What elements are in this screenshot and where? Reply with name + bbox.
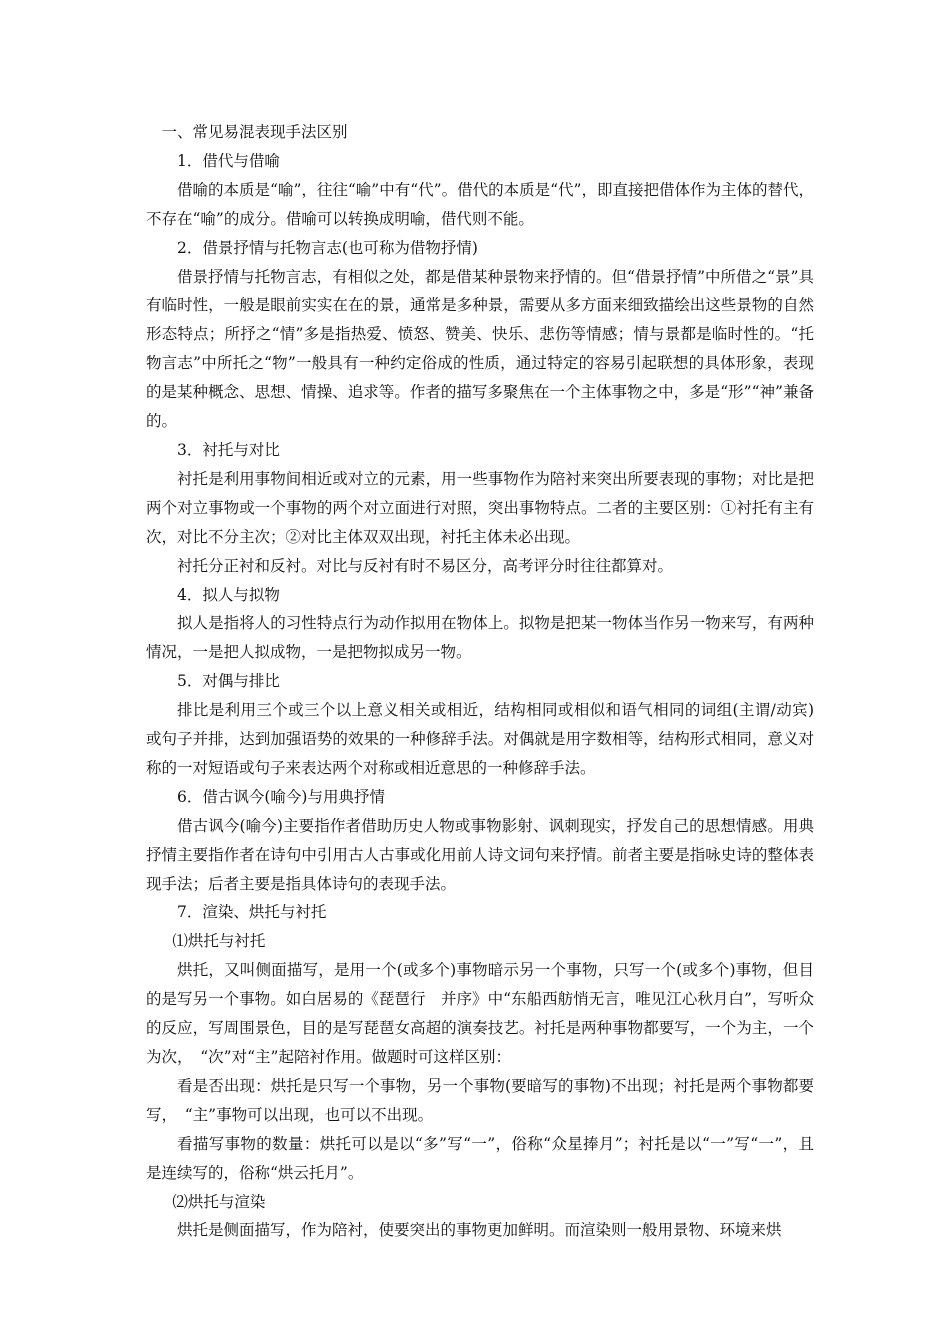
paragraph: 衬托是利用事物间相近或对立的元素，用一些事物作为陪衬来突出所要表现的事物；对比是把两个对立事物或一个事物的两个对立面进行对照，突出事物特点。二者的主要区别：①衬托有主有次，对比不分主次；②对比主体双双出现，衬托主体未必出现。 (146, 469, 814, 546)
section-title: 一、常见易混表现手法区别 (161, 123, 348, 141)
item-heading-6: 6．借古讽今(喻今)与用典抒情 (177, 787, 385, 806)
paragraph: 看描写事物的数量：烘托可以是以“多”写“一”，俗称“众星捧月”；衬托是以“一”写“一”，且是连续写的，俗称“烘云托月”。 (146, 1134, 814, 1182)
paragraph: 借古讽今(喻今)主要指作者借助历史人物或事物影射、讽刺现实，抒发自己的思想情感。用典抒情主要指作者在诗句中引用古人古事或化用前人诗文词句来抒情。前者主要是指咏史诗的整体表现手法；后者主要是指具体诗句的表现手法。 (146, 816, 814, 893)
paragraph: 看是否出现：烘托是只写一个事物，另一个事物(要暗写的事物)不出现；衬托是两个事物都要写， “主”事物可以出现，也可以不出现。 (146, 1076, 814, 1124)
paragraph: 烘托是侧面描写，作为陪衬，使要突出的事物更加鲜明。而渲染则一般用景物、环境来烘 (177, 1221, 782, 1240)
item-heading-3: 3．衬托与对比 (177, 440, 280, 459)
document-page (146, 118, 814, 1245)
paragraph: 烘托，又叫侧面描写，是用一个(或多个)事物暗示另一个事物，只写一个(或多个)事物，但目的是写另一个事物。如白居易的《琵琶行 并序》中“东船西舫悄无言，唯见江心秋月白”，写听众的反应，写周围景色，目的是写琵琶女高超的演奏技艺。衬托是两种事物都要写，一个为主，一个为次， “次”对“主”起陪衬作用。做题时可这样区别： (146, 961, 814, 1066)
paragraph: 排比是利用三个或三个以上意义相关或相近，结构相同或相似和语气相同的词组(主谓/动宾)或句子并排，达到加强语势的效果的一种修辞手法。对偶就是用字数相等，结构形式相同，意义对称的一对短语或句子来表达两个对称或相近意思的一种修辞手法。 (146, 701, 814, 777)
subsection-heading-2: ⑵烘托与渲染 (172, 1192, 266, 1211)
subsection-heading-1: ⑴烘托与衬托 (172, 932, 266, 951)
paragraph: 衬托分正衬和反衬。对比与反衬有时不易区分，高考评分时往往都算对。 (177, 556, 674, 575)
paragraph: 借喻的本质是“喻”，往往“喻”中有“代”。借代的本质是“代”，即直接把借体作为主体的替代，不存在“喻”的成分。借喻可以转换成明喻，借代则不能。 (146, 180, 814, 228)
item-heading-5: 5．对偶与排比 (177, 672, 280, 691)
item-heading-1: 1．借代与借喻 (177, 151, 280, 170)
item-heading-7: 7．渲染、烘托与衬托 (177, 903, 327, 922)
item-heading-4: 4．拟人与拟物 (177, 585, 280, 604)
item-heading-2: 2．借景抒情与托物言志(也可称为借物抒情) (177, 238, 478, 257)
paragraph: 拟人是指将人的习性特点行为动作拟用在物体上。拟物是把某一物体当作另一物来写，有两种情况，一是把人拟成物，一是把物拟成另一物。 (146, 614, 814, 662)
paragraph: 借景抒情与托物言志，有相似之处，都是借某种景物来抒情的。但“借景抒情”中所借之“景”具有临时性，一般是眼前实实在在的景，通常是多种景，需要从多方面来细致描绘出这些景物的自然形态特点；所抒之“情”多是指热爱、愤怒、赞美、快乐、悲伤等情感；情与景都是临时性的。“托物言志”中所托之“物”一般具有一种约定俗成的性质，通过特定的容易引起联想的具体形象，表现的是某种概念、思想、情操、追求等。作者的描写多聚焦在一个主体事物之中，多是“形”“神”兼备的。 (146, 267, 814, 431)
